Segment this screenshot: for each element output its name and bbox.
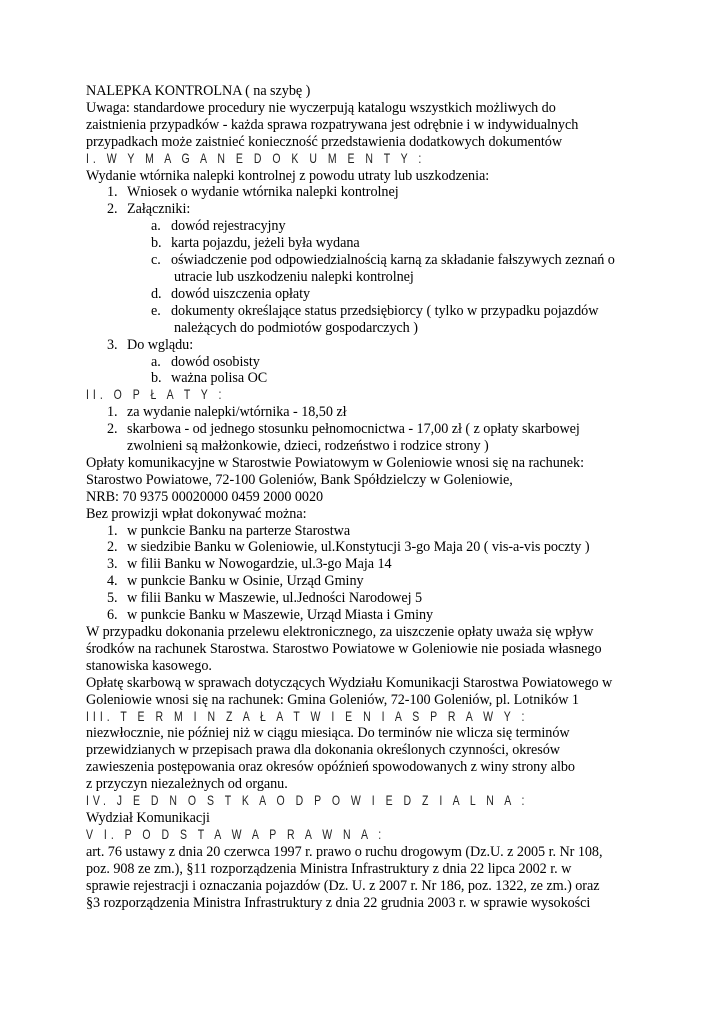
list-item-continuation: zwolnieni są małżonkowie, dzieci, rodzeństwo i rodzice strony )	[127, 438, 489, 455]
list-item: 3. Do wglądu:	[107, 336, 194, 353]
list-item: 1. Wniosek o wydanie wtórnika nalepki kontrolnej	[107, 184, 399, 201]
list-item: 4. w punkcie Banku w Osinie, Urząd Gminy	[107, 573, 364, 590]
deadline-line: z przyczyn niezależnych od organu.	[86, 776, 288, 793]
section-heading-legal-basis: V I. P O D S T A W A P R A W N A :	[86, 826, 386, 843]
list-item: b. ważna polisa OC	[151, 370, 268, 387]
note-line: zaistnienia przypadków - każda sprawa rozpatrywana jest odrębnie i w indywidualnych	[86, 116, 579, 133]
list-item-continuation: należących do podmiotów gospodarczych )	[174, 319, 418, 336]
transfer-line: Opłatę skarbową w sprawach dotyczących Wydziału Komunikacji Starostwa Powiatowego w	[86, 674, 613, 691]
transfer-line: W przypadku dokonania przelewu elektronicznego, za uiszczenie opłaty uważa się wpływ	[86, 624, 594, 640]
legal-basis-line: §3 rozporządzenia Ministra Infrastruktury z dnia 22 grudnia 2003 r. w sprawie wysokości	[86, 894, 591, 911]
list-item: 1. za wydanie nalepki/wtórnika - 18,50 zł	[107, 404, 347, 421]
list-item-continuation: utracie lub uszkodzeniu nalepki kontrolnej	[174, 268, 414, 285]
document-page	[86, 83, 646, 911]
list-item: e. dokumenty określające status przedsiębiorcy ( tylko w przypadku pojazdów	[151, 302, 599, 319]
section-intro: Wydanie wtórnika nalepki kontrolnej z powodu utraty lub uszkodzenia:	[86, 167, 490, 184]
section-heading-required-documents: I. W Y M A G A N E D O K U M E N T Y :	[86, 150, 426, 167]
section-heading-responsible-unit: IV. J E D N O S T K A O D P O W I E D Z I A L N A :	[86, 792, 529, 810]
list-item: a. dowód osobisty	[151, 353, 260, 370]
deadline-line: zawieszenia postępowania oraz okresów opóźnień spowodowanych z winy strony albo	[86, 759, 575, 776]
list-item: 2. Załączniki:	[107, 201, 191, 218]
document-title: NALEPKA KONTROLNA ( na szybę )	[86, 83, 311, 99]
list-item: 2. skarbowa - od jednego stosunku pełnomocnictwa - 17,00 zł ( z opłaty skarbowej	[107, 421, 580, 438]
legal-basis-line: sprawie rejestracji i oznaczania pojazdów (Dz. U. z 2007 r. Nr 186, poz. 1322, ze zm.) oraz	[86, 877, 600, 894]
transfer-line: Goleniowie wnosi się na rachunek: Gmina Goleniów, 72-100 Goleniów, pl. Lotników 1	[86, 691, 579, 708]
list-item: 3. w filii Banku w Nowogardzie, ul.3-go Maja 14	[107, 556, 392, 573]
deadline-line: niezwłocznie, nie później niż w ciągu miesiąca. Do terminów nie wlicza się terminów	[86, 725, 570, 742]
note-line: przypadkach może zaistnieć konieczność przedstawienia dodatkowych dokumentów	[86, 133, 563, 150]
deadline-line: przewidzianych w przepisach prawa dla dokonania określonych czynności, okresów	[86, 742, 560, 759]
transfer-line: środków na rachunek Starostwa. Starostwo Powiatowe w Goleniowie nie posiada własnego	[86, 640, 602, 657]
list-item: 6. w punkcie Banku w Maszewie, Urząd Miasta i Gminy	[107, 607, 434, 624]
account-line: Starostwo Powiatowe, 72-100 Goleniów, Bank Spółdzielczy w Goleniowie,	[86, 471, 513, 488]
section-heading-deadline: III. T E R M I N Z A Ł A T W I E N I A S P R A W Y :	[86, 708, 529, 725]
list-item: 5. w filii Banku w Maszewie, ul.Jedności Narodowej 5	[107, 590, 423, 607]
responsible-unit: Wydział Komunikacji	[86, 809, 210, 826]
list-item: 1. w punkcie Banku na parterze Starostwa	[107, 522, 351, 539]
section-heading-fees: II. O P Ł A T Y :	[86, 387, 226, 404]
transfer-line: stanowiska kasowego.	[86, 657, 212, 674]
account-line: NRB: 70 9375 00020000 0459 2000 0020	[86, 488, 324, 505]
list-item: b. karta pojazdu, jeżeli była wydana	[151, 235, 360, 252]
legal-basis-line: poz. 908 ze zm.), §11 rozporządzenia Ministra Infrastruktury z dnia 22 lipca 2002 r. w	[86, 860, 572, 877]
list-item: c. oświadczenie pod odpowiedzialnością karną za składanie fałszywych zeznań o	[151, 252, 615, 269]
account-line: Bez prowizji wpłat dokonywać można:	[86, 505, 307, 522]
list-item: 2. w siedzibie Banku w Goleniowie, ul.Konstytucji 3-go Maja 20 ( vis-a-vis poczty )	[107, 539, 590, 556]
list-item: d. dowód uiszczenia opłaty	[151, 285, 311, 302]
account-line: Opłaty komunikacyjne w Starostwie Powiatowym w Goleniowie wnosi się na rachunek:	[86, 454, 584, 471]
note-line: Uwaga: standardowe procedury nie wyczerpują katalogu wszystkich możliwych do	[86, 99, 556, 116]
legal-basis-line: art. 76 ustawy z dnia 20 czerwca 1997 r. prawo o ruchu drogowym (Dz.U. z 2005 r. Nr 108,	[86, 843, 603, 860]
list-item: a. dowód rejestracyjny	[151, 218, 286, 235]
